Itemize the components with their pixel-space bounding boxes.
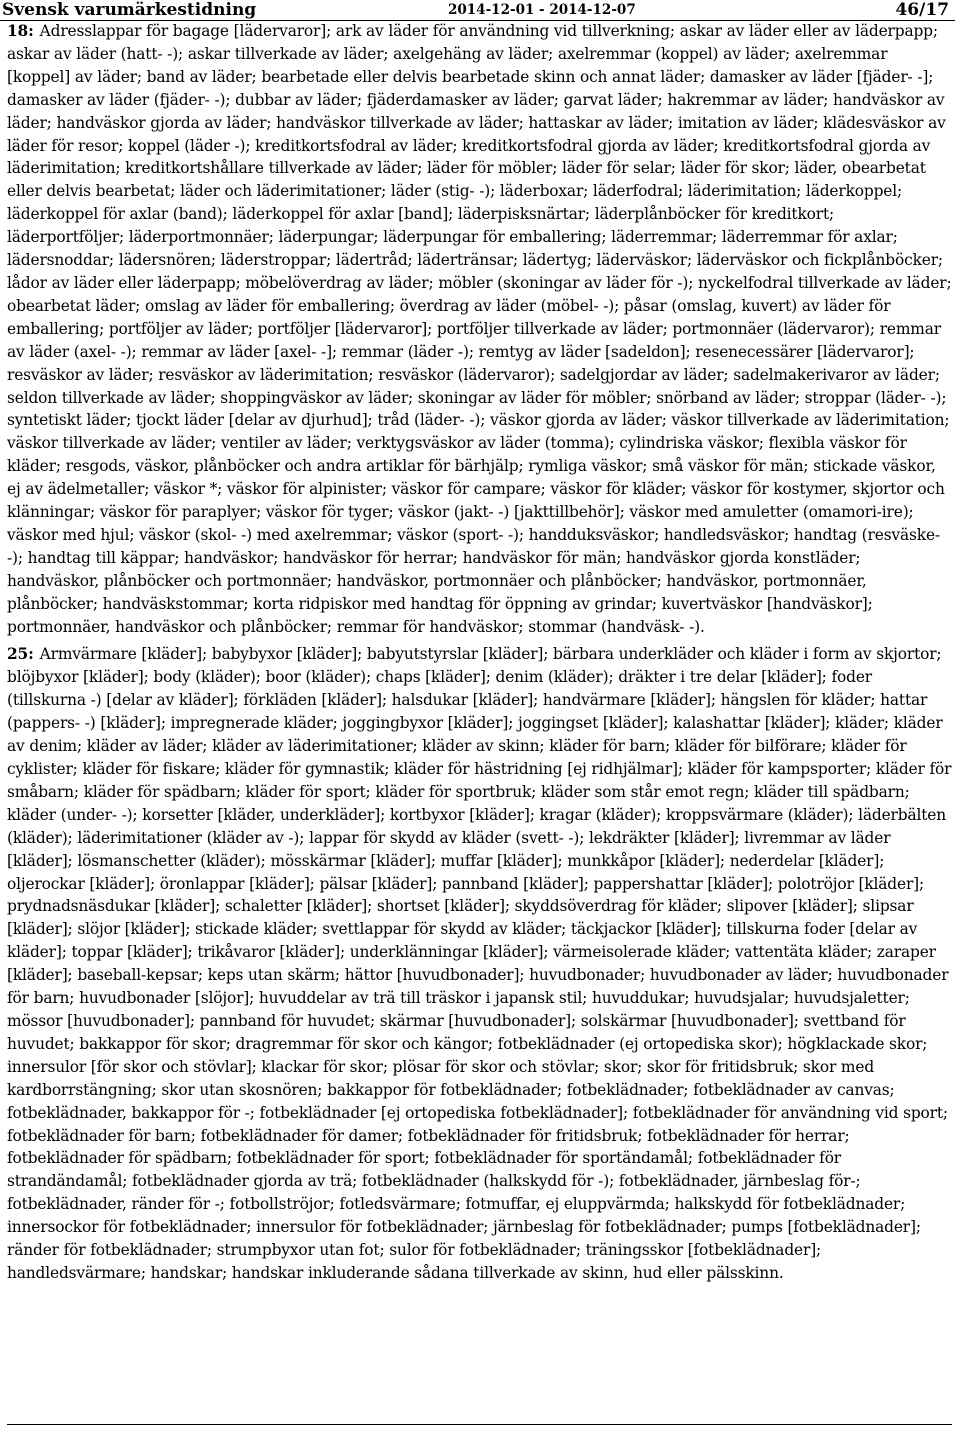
class-number: 25: bbox=[7, 645, 34, 664]
publication-title: Svensk varumärkestidning bbox=[2, 0, 257, 20]
class-goods-text: Armvärmare [kläder]; babybyxor [kläder]; babyutstyrslar [kläder]; bärbara underkläder och kläder i form av skjortor; blöjbyxor [kläder]; body (kläder); boor (kläder); chaps [kläder]; denim (kläder); dräkter i tre delar [kläder]; foder (tillskurna -) [delar av kläder]; förkläden [kläder]; halsdukar [kläder]; handvärmare [kläder]; hängslen för kläder; hattar (pappers- -) [kläder]; impregnerade kläder; joggingbyxor [kläder]; joggingset [kläder]; kalashattar [kläder]; kläder; kläder av denim; kläder av läder; kläder av läderimitationer; kläder av skinn; kläder för barn; kläder för bilförare; kläder för cyklister; kläder för fiskare; kläder för gymnastik; kläder för hästridning [ej ridhjälmar]; kläder för kampsporter; kläder för småbarn; kläder för spädbarn; kläder för sport; kläder för sportbruk; kläder som står emot regn; kläder till spädbarn; kläder (under- -); korsetter [kläder, underkläder]; kortbyxor [kläder]; kragar (kläder); kroppsvärmare (kläder); läderbälten (kläder); läderimitationer (kläder av -); lappar för skydd av kläder (svett- -); lekdräkter [kläder]; livremmar av läder [kläder]; lösmanschetter (kläder); mösskärmar [kläder]; muffar [kläder]; munkkåpor [kläder]; nederdelar [kläder]; oljerockar [kläder]; öronlappar [kläder]; pälsar [kläder]; pannband [kläder]; pappershattar [kläder]; polotröjor [kläder]; prydnadsnäsdukar [kläder]; schaletter [kläder]; shortset [kläder]; skyddsöverdrag för kläder; slipover [kläder]; slipsar [kläder]; slöjor [kläder]; stickade kläder; svettlappar för skydd av kläder; täckjackor [kläder]; tillskurna foder [delar av kläder]; toppar [kläder]; trikåvaror [kläder]; underklänningar [kläder]; värmeisolerade kläder; vattentäta kläder; zaraper [kläder]; baseball-kepsar; keps utan skärm; hättor [huvudbonader]; huvudbonader; huvudbonader av läder; huvudbonader för barn; huvudbonader [slöjor]; huvuddelar av trä till träskor i japansk stil; huvuddukar; huvudsjalar; huvudsjaletter; mössor [huvudbonader]; pannband för huvudet; skärmar [huvudbonader]; solskärmar [huvudbonader]; svettband för huvudet; bakkappor för skor; dragremmar för skor och kängor; fotbeklädnader (ej ortopediska skor); högklackade skor; innersulor [för skor och stövlar]; klackar för skor; plösar för skor och stövlar; skor; skor för fritidsbruk; skor med kardborrstängning; skor utan skosnören; bakkappor för fotbeklädnader; fotbeklädnader; fotbeklädnader av canvas; fotbeklädnader, bakkappor för -; fotbeklädnader [ej ortopediska fotbeklädnader]; fotbeklädnader för användning vid sport; fotbeklädnader för barn; fotbeklädnader för damer; fotbeklädnader för fritidsbruk; fotbeklädnader för herrar; fotbeklädnader för spädbarn; fotbeklädnader för sport; fotbeklädnader för sportändamål; fotbeklädnader för strandändamål; fotbeklädnader gjorda av trä; fotbeklädnader (halkskydd för -); fotbeklädnader, järnbeslag för-; fotbeklädnader, ränder för -; fotbollströjor; fotledsvärmare; fotmuffar, ej eluppvärmda; halkskydd för fotbeklädnader; innersockor för fotbeklädnader; innersulor för fotbeklädnader; järnbeslag för fotbeklädnader; pumps [fotbeklädnader]; ränder för fotbeklädnader; strumpbyxor utan fot; sulor för fotbeklädnader; träningsskor [fotbeklädnader]; handledsvärmare; handskar; handskar inkluderande sådana tillverkade av skinn, hud eller pälsskinn. bbox=[7, 645, 952, 1282]
page-header bbox=[0, 0, 955, 21]
document-body bbox=[7, 20, 952, 1285]
class-paragraph-25 bbox=[7, 643, 952, 1284]
class-paragraph-18 bbox=[7, 20, 952, 638]
class-goods-text: Adresslappar för bagage [lädervaror]; ark av läder för användning vid tillverkning; askar av läder eller av läderpapp; askar av läder (hatt- -); askar tillverkade av läder; axelgehäng av läder; axelremmar (koppel) av läder; axelremmar [koppel] av läder; band av läder; bearbetade eller delvis bearbetade skinn och annat läder; damasker av läder [fjäder- -]; damasker av läder (fjäder- -); dubbar av läder; fjäderdamasker av läder; garvat läder; hakremmar av läder; handväskor av läder; handväskor gjorda av läder; handväskor tillverkade av läder; hattaskar av läder; imitation av läder; klädesväskor av läder för resor; koppel (läder -); kreditkortsfodral av läder; kreditkortsfodral gjorda av läder; kreditkortsfodral gjorda av läderimitation; kreditkortshållare tillverkade av läder; läder för möbler; läder för selar; läder för skor; läder, obearbetat eller delvis bearbetat; läder och läderimitationer; läder (stig- -); läderboxar; läderfodral; läderimitation; läderkoppel; läderkoppel för axlar (band); läderkoppel för axlar [band]; läderpisksnärtar; läderplånböcker för kreditkort; läderportföljer; läderportmonnäer; läderpungar; läderpungar för emballering; läderremmar; läderremmar för axlar; lädersnoddar; lädersnören; läderstroppar; lädertråd; lädertränsar; lädertyg; läderväskor; läderväskor och fickplånböcker; lådor av läder eller läderpapp; möbelöverdrag av läder; möbler (skoningar av läder för -); nyckelfodral tillverkade av läder; obearbetat läder; omslag av läder för emballering; överdrag av läder (möbel- -); påsar (omslag, kuvert) av läder för emballering; portföljer av läder; portföljer [lädervaror]; portföljer tillverkade av läder; portmonnäer (lädervaror); remmar av läder (axel- -); remmar av läder [axel- -]; remmar (läder -); remtyg av läder [sadeldon]; resenecessärer [lädervaror]; resväskor av läder; resväskor av läderimitation; resväskor (lädervaror); sadelgjordar av läder; sadelmakerivaror av läder; seldon tillverkade av läder; shoppingväskor av läder; skoningar av läder för möbler; snörband av läder; stroppar (läder- -); syntetiskt läder; tjockt läder [delar av djurhud]; tråd (läder- -); väskor gjorda av läder; väskor tillverkade av läderimitation; väskor tillverkade av läder; ventiler av läder; verktygsväskor av läder (tomma); cylindriska väskor; flexibla väskor för kläder; resgods, väskor, plånböcker och andra artiklar för bärhjälp; rymliga väskor; små väskor för män; stickade väskor, ej av ädelmetaller; väskor *; väskor för alpinister; väskor för campare; väskor för kläder; väskor för kostymer, skjortor och klänningar; väskor för paraplyer; väskor för tyger; väskor (jakt- -) [jakttillbehör]; väskor med amuletter (omamori-ire); väskor med hjul; väskor (skol- -) med axelremmar; väskor (sport- -); handduksväskor; handledsväskor; handtag (resväske- -); handtag till käppar; handväskor; handväskor för herrar; handväskor för män; handväskor gjorda konstläder; handväskor, plånböcker och portmonnäer; handväskor, portmonnäer och plånböcker; handväskor, portmonnäer, plånböcker; handväskstommar; korta ridpiskor med handtag för öppning av grindar; kuvertväskor [handväskor]; portmonnäer, handväskor och plånböcker; remmar för handväskor; stommar (handväsk- -). bbox=[7, 22, 952, 636]
footer-divider bbox=[7, 1424, 952, 1425]
page-number: 46/17 bbox=[895, 0, 949, 20]
date-range: 2014-12-01 - 2014-12-07 bbox=[448, 2, 636, 18]
class-number: 18: bbox=[7, 22, 34, 40]
